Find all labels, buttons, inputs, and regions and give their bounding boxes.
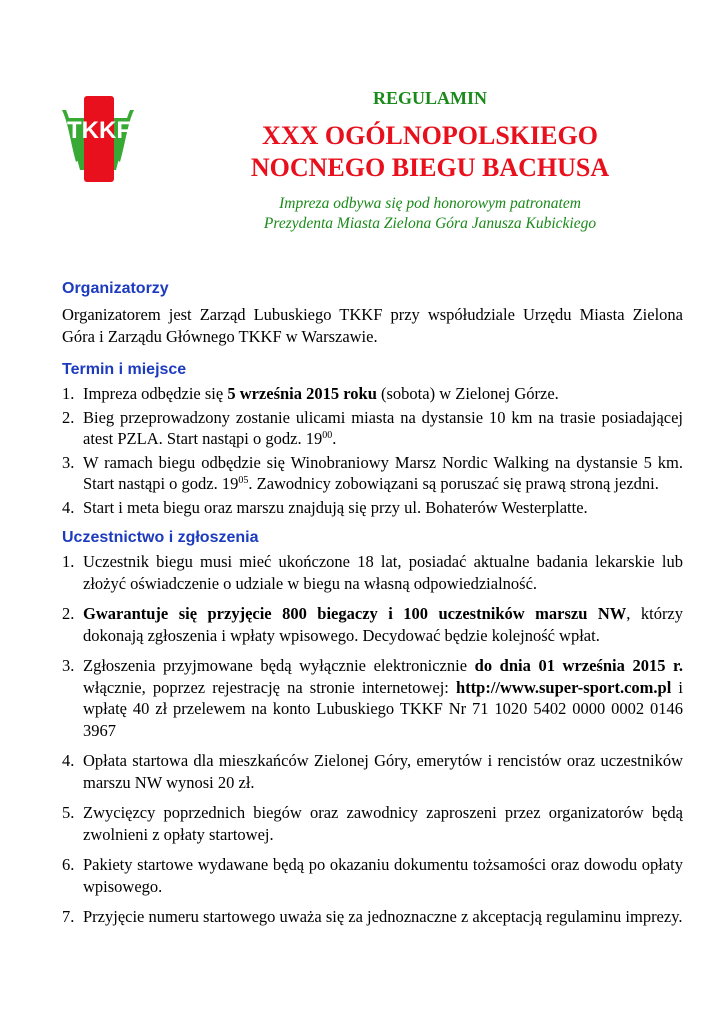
list-item: 7. Przyjęcie numeru startowego uważa się za jednoznaczne z akceptacją regulaminu imprezy.	[62, 907, 683, 926]
participation-heading: Uczestnictwo i zgłoszenia	[62, 529, 259, 546]
term-list	[62, 383, 683, 518]
patronage-note	[160, 194, 700, 234]
list-item: 4. Start i meta biegu oraz marszu znajdują się przy ul. Bohaterów Westerplatte.	[62, 497, 588, 517]
registration-link[interactable]: http://www.super-sport.com.pl	[456, 677, 672, 697]
title-line-2: NOCNEGO BIEGU BACHUSA	[250, 153, 610, 182]
document-title	[160, 120, 700, 184]
patronage-line-1: Impreza odbywa się pod honorowym patronatem	[279, 195, 581, 212]
organizers-text: Organizatorem jest Zarząd Lubuskiego TKKF przy współudziale Urzędu Miasta Zielona Góra i Zarządu Głównego TKKF w Warszawie.	[62, 305, 683, 346]
logo-text: TKKF	[67, 117, 131, 144]
patronage-line-2: Prezydenta Miasta Zielona Góra Janusza Kubickiego	[263, 215, 597, 232]
list-item: 2. Bieg przeprowadzony zostanie ulicami miasta na dystansie 10 km na trasie posiadającej atest PZLA. Start nastąpi o godz. $19^{00}$.	[62, 407, 683, 448]
deadline: do dnia 01 września 2015 r.	[474, 656, 683, 675]
title-line-1: XXX OGÓLNOPOLSKIEGO	[262, 121, 598, 150]
svg-text:TKKF	[67, 117, 131, 144]
document-body	[62, 278, 683, 937]
list-item: 3. W ramach biegu odbędzie się Winobraniowy Marsz Nordic Walking na dystansie 5 km. Start nastąpi o godz. $19^{05}$. Zawodnicy zobowiązani są poruszać się prawą stroną jezdni.	[62, 452, 683, 493]
participation-list	[62, 551, 683, 928]
list-item: 1. Uczestnik biegu musi mieć ukończone 18 lat, posiadać aktualne badania lekarskie lub złożyć oświadczenie o udziale w biegu na własną odpowiedzialność.	[62, 552, 683, 593]
term-heading: Termin i miejsce	[62, 361, 187, 378]
event-date: 5 września 2015 roku	[227, 384, 377, 403]
list-item: 4. Opłata startowa dla mieszkańców Zielonej Góry, emerytów i rencistów oraz uczestników marszu NW wynosi 20 zł.	[62, 751, 683, 792]
list-item: 5. Zwycięzcy poprzednich biegów oraz zawodnicy zaproszeni przez organizatorów będą zwolnieni z opłaty startowej.	[62, 803, 683, 844]
tkkf-logo	[58, 88, 138, 188]
list-item: 2. Gwarantuje się przyjęcie 800 biegaczy i 100 uczestników marszu NW, którzy dokonają zgłoszenia i wpłaty wpisowego. Decydować będzie kolejność wpłat.	[62, 604, 684, 645]
list-item: 3. Zgłoszenia przyjmowane będą wyłącznie elektronicznie do dnia 01 września 2015 r. włącznie, poprzez rejestrację na stronie internetowej: http://www.super-sport.com.pl i wpłatę 40 zł przelewem na konto Lubuskiego TKKF Nr 71 1020 5402 0000 0002 0146 3967	[62, 656, 683, 740]
list-item: 6. Pakiety startowe wydawane będą po okazaniu dokumentu tożsamości oraz dowodu opłaty wpisowego.	[62, 855, 683, 896]
regulamin-label: REGULAMIN	[372, 88, 487, 108]
organizers-heading: Organizatorzy	[62, 280, 169, 297]
list-item: 1. Impreza odbędzie się 5 września 2015 roku (sobota) w Zielonej Górze.	[62, 384, 559, 403]
